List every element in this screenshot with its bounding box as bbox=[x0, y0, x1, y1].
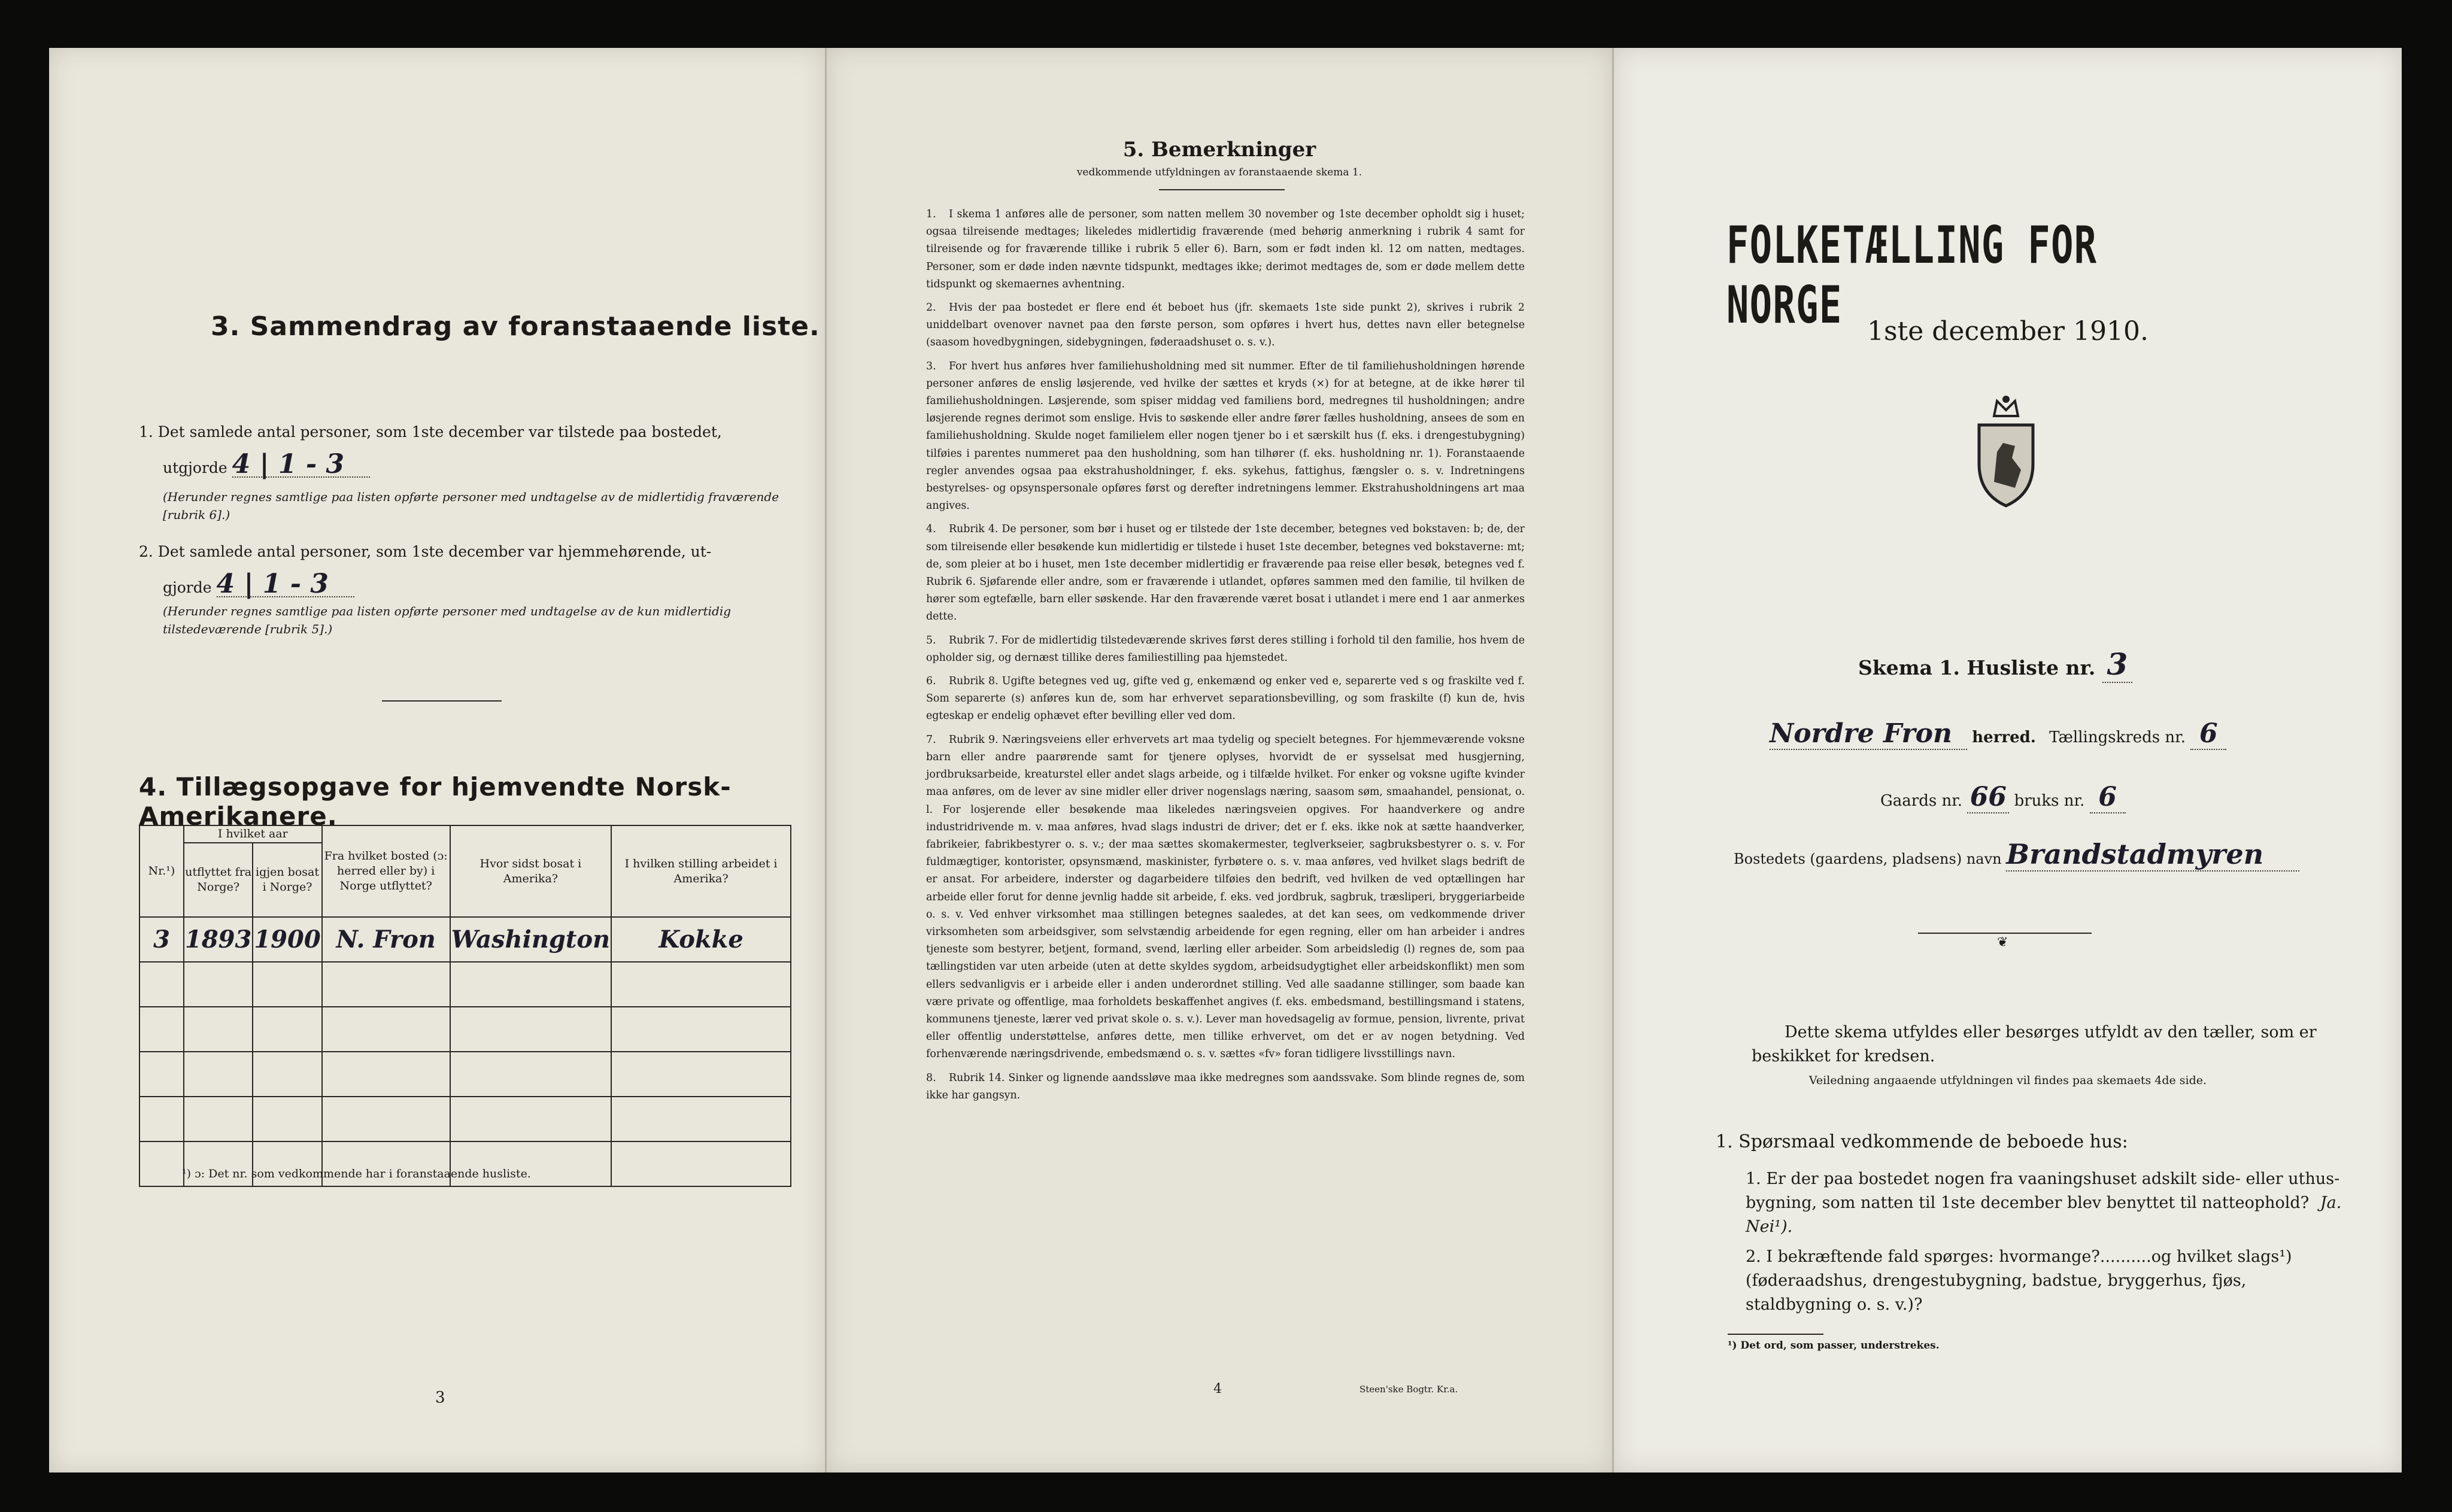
cell: Washington bbox=[450, 917, 611, 962]
coat-of-arms-icon bbox=[1961, 392, 2051, 512]
cell bbox=[139, 1097, 184, 1141]
bosted-line bbox=[1734, 838, 2350, 872]
remark-2: 2. Hvis der paa bostedet er flere end ét beboet hus (jfr. skemaets 1ste side punkt 2), skrives i rubrik 2 uniddelbart ovenover navnet paa den første person, som opføres i hvert hus, dettes navn eller betegnelse (saasom hovedbygningen, sidebygningen, føderaadshuset o. s. v.). bbox=[926, 302, 1525, 349]
section3-item1-value: 4 | 1 - 3 bbox=[232, 453, 370, 478]
section3-item2-prefix: gjorde bbox=[163, 579, 212, 596]
norsk-amerikanere-table bbox=[139, 825, 791, 1187]
footnote: ¹) Det ord, som passer, understrekes. bbox=[1728, 1340, 1940, 1352]
cell: 3 bbox=[139, 917, 184, 962]
page-number: 3 bbox=[435, 1389, 445, 1407]
q1-1: 1. Er der paa bostedet nogen fra vaaningshuset adskilt side- eller uthus-bygning, som natten til 1ste december blev benyttet til natteophold? Ja. Nei¹). bbox=[1746, 1170, 2342, 1236]
remark-4: 4. Rubrik 4. De personer, som bør i huset og er tilstede der 1ste december, betegnes ved bokstaven: b; de, der som tilreisende eller besøkende kun midlertidig er tilstede i huset 1ste december, betegnes ved bokstaverne: mt; de, som pleier at bo i huset, men 1ste december midlertidig er fraværende paa reise eller besøk, betegnes ved f. Rubrik 6. Sjøfarende eller andre, som er fraværende i utlandet, opføres sammen med den familie, til hvilken de hører som egtefælle, barn eller søskende. Har den fraværende været bosat i utlandet i mere end 1 aar anmerkes dette. bbox=[926, 523, 1525, 623]
cell bbox=[450, 1097, 611, 1141]
section3-item2: 2. Det samlede antal personer, som 1ste december var hjemmehørende, ut- bbox=[139, 543, 712, 560]
gaards-line bbox=[1880, 782, 2126, 813]
section3-item1-prefix: utgjorde bbox=[163, 459, 227, 476]
remark-5: 5. Rubrik 7. For de midlertidig tilstedeværende skrives først deres stilling i forhold til den familie, hos hvem de opholder sig, og dernæst tillike deres familiestilling paa hjemstedet. bbox=[926, 634, 1525, 664]
cell bbox=[253, 1007, 321, 1052]
cell bbox=[184, 1007, 253, 1052]
cell bbox=[184, 1097, 253, 1141]
form-title: FOLKETÆLLING FOR NORGE bbox=[1726, 215, 2098, 335]
cell bbox=[322, 1007, 450, 1052]
kreds-value: 6 bbox=[2190, 718, 2226, 750]
section3-item1-row bbox=[163, 449, 370, 480]
divider bbox=[1728, 1334, 1823, 1335]
cell: 1893 bbox=[184, 917, 253, 962]
cell bbox=[322, 962, 450, 1007]
schema-number: 3 bbox=[2102, 646, 2132, 683]
right-page bbox=[1614, 48, 2402, 1472]
table-row bbox=[139, 1097, 791, 1141]
cell bbox=[450, 962, 611, 1007]
section4-footnote: ¹) ɔ: Det nr. som vedkommende har i foranstaaende husliste. bbox=[182, 1167, 531, 1180]
remark-7: 7. Rubrik 9. Næringsveiens eller erhvervets art maa tydelig og specielt betegnes. For hjemmeværende voksne barn eller andre paarørende samt for tjenere oplyses, hvorvidt de er sysselsat med husgjerning, jordbruksarbeide, kreaturstel eller andet slags arbeide, og i tilfælde hvilket. For enker og voksne ugifte kvinder maa anføres, om de lever av sine midler eller driver nogenslags næring, saasom søm, smaahandel, pensionat, o. l. For losjerende eller besøkende maa likeledes næringsveien opgives. For haandverkere og andre industridrivende m. v. maa anføres, hvad slags industri de driver; det er f. eks. ikke nok at sætte haandverker, fabrikeier, fabrikbestyrer o. s. v.; der maa sættes skomakermester, teglverkseier, sagbruksbestyrer o. s. v. For fuldmægtiger, kontorister, opsynsmænd, maskinister, fyrbøtere o. s. v. maa anføres, ved hvilket slags bedrift de er ansat. For arbeidere, inderster og dagarbeidere tilføies den bedrift, ved hvilken de ved optællingen har arbeide eller forut for denne jevnlig hadde sit arbeide, f. eks. ved jordbruk, sagbruk, træsliperi, bryggeriarbeide o. s. v. Ved enhver virksomhet maa stillingen betegnes saaledes, at det kan sees, om vedkommende driver virksomheten som arbeidsgiver, som selvstændig arbeidende for egen regning, eller om han arbeider i andres tjeneste som bestyrer, betjent, formand, svend, lærling eller arbeider. Som arbeidsledig (l) regnes de, som paa tællingstiden var uten arbeide (uten at dette skyldes sygdom, arbeidsudygtighet eller arbeidskonflikt) men som ellers sedvanligvis er i arbeide eller i anden underordnet stilling. Ved alle saadanne stillinger, som baade kan være private og offentlige, maa forholdets beskaffenhet angives (f. eks. embedsmand, bestillingsmand i statens, kommunens tjeneste, lærer ved privat skole o. s. v.). Lever man hovedsagelig av formue, pension, livrente, privat eller offentlig understøttelse, anføres dette, men tillike erhvervet, om det er av nogen betydning. Ved forhenværende næringsdrivende, embedsmænd o. s. v. sættes «fv» foran tidligere livsstillings navn. bbox=[926, 733, 1525, 1061]
gaards-value: 66 bbox=[1967, 782, 2009, 813]
cell: Kokke bbox=[611, 917, 791, 962]
section3-item2-note: (Herunder regnes samtlige paa listen opførte personer med undtagelse av de kun midlertidig tilstedeværende [rubrik 5].) bbox=[163, 604, 732, 636]
section4-title: 4. Tillægsopgave for hjemvendte Norsk-Amerikanere. bbox=[139, 772, 732, 831]
col-group-year: I hvilket aar bbox=[184, 825, 322, 843]
q1-title: 1. Spørsmaal vedkommende de beboede hus: bbox=[1716, 1131, 2128, 1152]
section3-item2-row bbox=[163, 569, 354, 600]
col-from: Fra hvilket bosted (ɔ: herred eller by) i Norge utflyttet? bbox=[322, 825, 450, 917]
cell bbox=[450, 1007, 611, 1052]
cell bbox=[450, 1052, 611, 1097]
cell bbox=[139, 962, 184, 1007]
cell bbox=[611, 1097, 791, 1141]
table-row bbox=[139, 1007, 791, 1052]
remarks-list bbox=[926, 206, 1525, 1110]
printer-mark: Steen'ske Bogtr. Kr.a. bbox=[1359, 1384, 1458, 1395]
bruks-value: 6 bbox=[2090, 782, 2126, 813]
bosted-label: Bostedets (gaardens, pladsens) navn bbox=[1734, 851, 2002, 867]
cell bbox=[611, 1007, 791, 1052]
col-nr: Nr.¹) bbox=[139, 825, 184, 917]
divider bbox=[1918, 933, 2092, 934]
table-row bbox=[139, 1052, 791, 1097]
cell: 1900 bbox=[253, 917, 321, 962]
q1-1-answer: Ja. Nei¹). bbox=[1746, 1194, 2342, 1236]
table-row bbox=[139, 917, 791, 962]
divider bbox=[1159, 189, 1285, 190]
cell bbox=[611, 962, 791, 1007]
guidance-text: Veiledning angaaende utfyldningen vil findes paa skemaets 4de side. bbox=[1808, 1074, 2207, 1087]
ornament-icon: ❦ bbox=[1997, 935, 2008, 950]
cell bbox=[184, 1052, 253, 1097]
col-out: utflyttet fra Norge? bbox=[184, 843, 253, 917]
middle-page bbox=[825, 48, 1614, 1472]
kreds-label: Tællingskreds nr. bbox=[2049, 728, 2186, 746]
section3-item2-value: 4 | 1 - 3 bbox=[217, 572, 354, 597]
page-number: 4 bbox=[1213, 1382, 1222, 1396]
cell bbox=[139, 1141, 184, 1186]
col-job: I hvilken stilling arbeidet i Amerika? bbox=[611, 825, 791, 917]
remarks-title: 5. Bemerkninger bbox=[1122, 138, 1316, 162]
col-where: Hvor sidst bosat i Amerika? bbox=[450, 825, 611, 917]
cell bbox=[139, 1007, 184, 1052]
divider bbox=[382, 700, 502, 702]
bruks-label: bruks nr. bbox=[2014, 792, 2085, 810]
cell bbox=[184, 962, 253, 1007]
herred-value: Nordre Fron bbox=[1770, 718, 1967, 750]
schema-label: Skema 1. Husliste nr. bbox=[1858, 656, 2096, 679]
remark-1: 1. I skema 1 anføres alle de personer, som natten mellem 30 november og 1ste december opholdt sig i huset; ogsaa tilreisende medtages; likeledes midlertidig fraværende (med behørig anmerkning i rubrik 4 samt for tilreisende og for fraværende tillike i rubrik 5 eller 6). Barn, som er født inden kl. 12 om natten, medtages. Personer, som er døde inden nævnte tidspunkt, medtages ikke; derimot medtages de, som er døde mellem dette tidspunkt og skemaernes avhentning. bbox=[926, 208, 1525, 290]
remark-6: 6. Rubrik 8. Ugifte betegnes ved ug, gifte ved g, enkemænd og enker ved e, separerte ved s og fraskilte ved f. Som separerte (s) anføres kun de, som har erhvervet separationsbevilling, og som fraskilte (f) kun de, hvis egteskap er endelig ophævet efter bevilling eller ved dom. bbox=[926, 675, 1525, 722]
remarks-subtitle: vedkommende utfyldningen av foranstaaende skema 1. bbox=[1076, 166, 1362, 178]
table-row bbox=[139, 962, 791, 1007]
cell bbox=[322, 1052, 450, 1097]
section3-title: 3. Sammendrag av foranstaaende liste. bbox=[211, 311, 820, 342]
cell bbox=[253, 1097, 321, 1141]
gaards-label: Gaards nr. bbox=[1880, 792, 1963, 810]
q1-2: 2. I bekræftende fald spørges: hvormange?..........og hvilket slags¹) (føderaadshus, drengestubygning, badstue, bryggerhus, fjøs, staldbygning o. s. v.)? bbox=[1746, 1247, 2292, 1314]
section3-item1-note: (Herunder regnes samtlige paa listen opførte personer med undtagelse av de midlertidig fraværende [rubrik 6].) bbox=[163, 490, 779, 522]
intro-text: Dette skema utfyldes eller besørges utfyldt av den tæller, som er beskikket for kredsen. bbox=[1752, 1023, 2317, 1065]
remark-8: 8. Rubrik 14. Sinker og lignende aandssløve maa ikke medregnes som aandssvake. Som blinde regnes de, som ikke har gangsyn. bbox=[926, 1071, 1525, 1101]
remark-3: 3. For hvert hus anføres hver familiehusholdning med sit nummer. Efter de til familiehusholdningen hørende personer anføres de enslig løsjerende, ved hvilke der sættes et kryds (×) for at betegne, at de ikke hører til familiehusholdningen. Løsjerende, som spiser middag ved familiens bord, medregnes til husholdningen; andre løsjerende regnes derimot som enslige. Hvis to søskende eller andre fører fælles husholdning, ansees de som en familiehusholdning. Skulde noget familielem eller nogen tjener bo i et særskilt hus (f. eks. i drengestubygning) tilføies i parentes nummeret paa den husholdning, som han tilhører (f. eks. husholdning nr. 1). Foranstaaende regler anvendes ogsaa paa ekstrahusholdninger, f. eks. sykehus, fattighus, fængsler o. s. v. Indretningens bestyrelses- og opsynspersonale opføres først og derefter indretningens lemmer. Ekstrahusholdningens art maa angives. bbox=[926, 360, 1525, 512]
herred-label: herred. bbox=[1972, 728, 2036, 746]
schema-line bbox=[1858, 646, 2132, 683]
herred-line bbox=[1770, 718, 2344, 750]
cell bbox=[253, 1052, 321, 1097]
form-date: 1ste december 1910. bbox=[1867, 316, 2149, 347]
cell bbox=[139, 1052, 184, 1097]
bosted-value: Brandstadmyren bbox=[2006, 838, 2299, 872]
col-back: igjen bosat i Norge? bbox=[253, 843, 321, 917]
cell bbox=[322, 1097, 450, 1141]
cell: N. Fron bbox=[322, 917, 450, 962]
cell bbox=[253, 962, 321, 1007]
section3-item1: 1. Det samlede antal personer, som 1ste december var tilstede paa bostedet, bbox=[139, 423, 722, 441]
left-page bbox=[49, 48, 825, 1472]
cell bbox=[611, 1052, 791, 1097]
cell bbox=[611, 1141, 791, 1186]
